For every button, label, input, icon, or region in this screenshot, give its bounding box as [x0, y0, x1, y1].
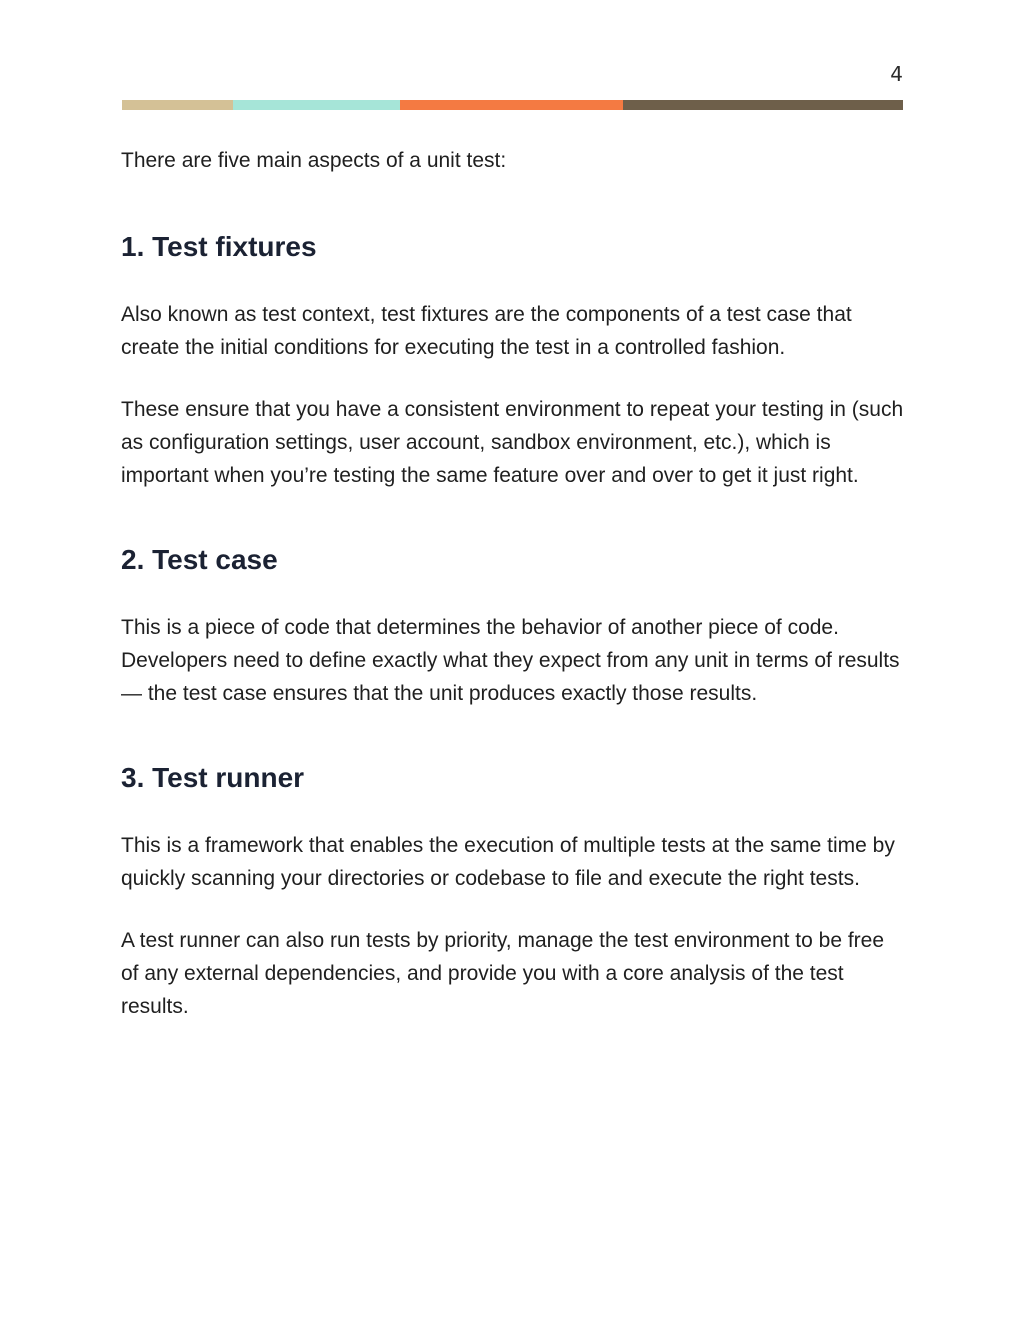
- section-heading-test-runner: 3. Test runner: [121, 762, 305, 793]
- section-heading-test-case: 2. Test case: [121, 544, 278, 575]
- paragraph: A test runner can also run tests by priority, manage the test environment to be free of any external dependencies, and provide you with a core analysis of the test results.: [121, 929, 885, 1018]
- color-bar-segment: [623, 100, 903, 110]
- header-color-bar: [122, 100, 903, 110]
- page-number: 4: [890, 62, 903, 86]
- paragraph: Also known as test context, test fixtures are the components of a test case that create the initial conditions for executing the test in a controlled fashion.: [121, 303, 852, 359]
- intro-text: There are five main aspects of a unit test:: [121, 149, 507, 172]
- document-body: [121, 144, 907, 1023]
- section-heading-test-fixtures: 1. Test fixtures: [121, 231, 317, 262]
- color-bar-segment: [400, 100, 623, 110]
- paragraph: This is a framework that enables the execution of multiple tests at the same time by quickly scanning your directories or codebase to file and execute the right tests.: [121, 834, 895, 890]
- color-bar-segment: [122, 100, 233, 110]
- paragraph: This is a piece of code that determines the behavior of another piece of code. Developers need to define exactly what they expect from any unit in terms of results — the test case ensures that the unit produces exactly those results.: [121, 616, 900, 705]
- color-bar-segment: [233, 100, 400, 110]
- paragraph: These ensure that you have a consistent environment to repeat your testing in (such as configuration settings, user account, sandbox environment, etc.), which is important when you’re testing the same feature over and over to get it just right.: [121, 398, 904, 487]
